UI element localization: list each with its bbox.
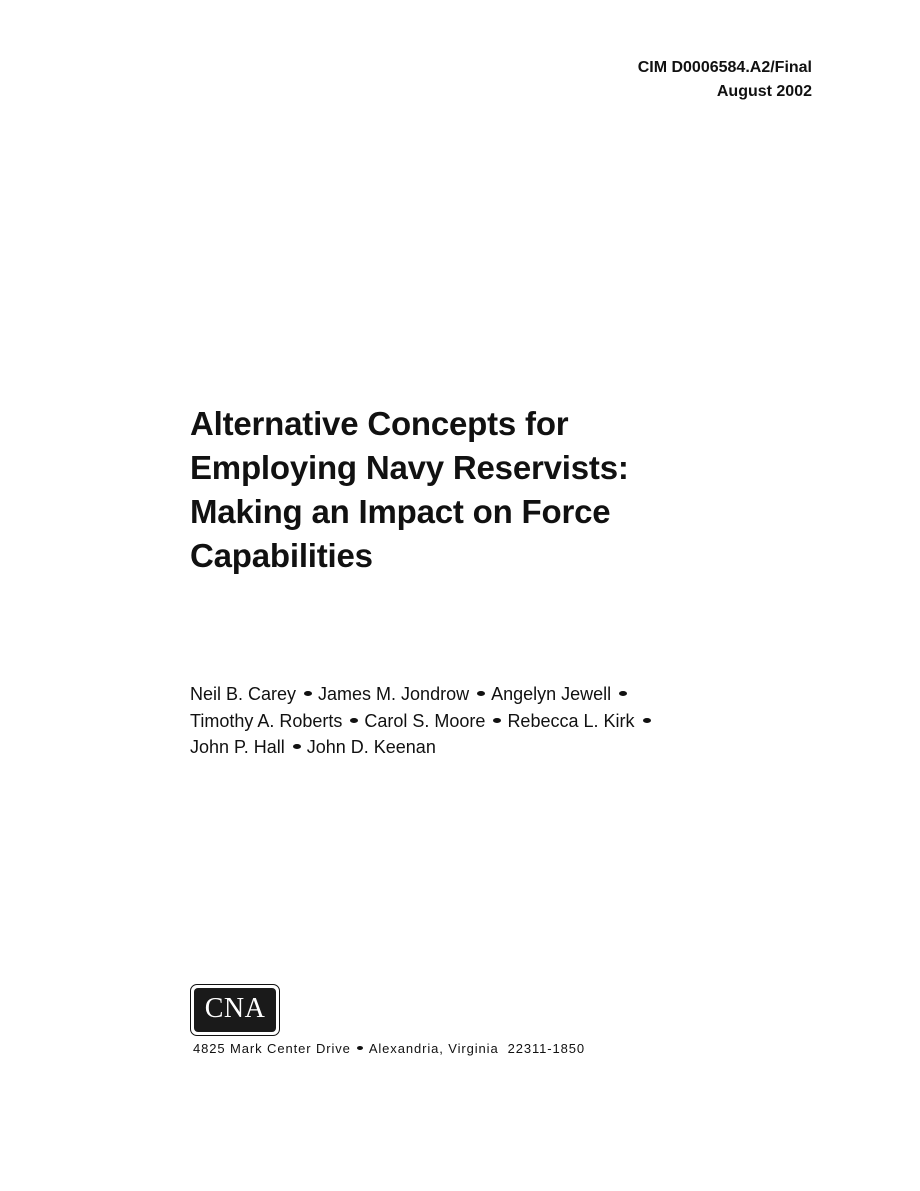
author-line [190,734,657,761]
author-name: Angelyn Jewell [491,684,612,704]
address-street: 4825 Mark Center Drive [193,1041,351,1056]
bullet-separator-icon [477,691,485,696]
bullet-separator-icon [304,691,312,696]
author-name: Carol S. Moore [364,710,486,731]
report-title [190,402,750,578]
title-line: Capabilities [190,537,373,574]
address-city: Alexandria, Virginia 22311-1850 [368,1041,586,1056]
author-line [190,708,657,735]
author-line [190,681,657,708]
bullet-separator-icon [643,718,651,723]
title-line: Employing Navy Reservists: [190,449,629,486]
document-header [638,56,812,104]
bullet-separator-icon [619,691,627,696]
bullet-separator-icon [293,744,301,749]
author-list [190,681,657,761]
title-line: Alternative Concepts for [190,405,569,442]
cna-logo [190,984,280,1036]
document-number: CIM D0006584.A2/Final [637,59,812,76]
bullet-separator-icon [493,718,501,723]
author-name: John D. Keenan [306,737,436,757]
author-name: Timothy A. Roberts [190,710,343,731]
bullet-separator-icon [357,1046,363,1050]
author-name: John P. Hall [190,737,285,757]
cna-logo-text: CNA [194,988,276,1032]
bullet-separator-icon [350,718,358,723]
author-name: Neil B. Carey [190,684,297,704]
author-name: Rebecca L. Kirk [507,710,635,731]
document-date: August 2002 [716,83,812,100]
author-name: James M. Jondrow [318,684,470,704]
title-line: Making an Impact on Force [190,493,611,530]
organization-address [193,1041,585,1057]
